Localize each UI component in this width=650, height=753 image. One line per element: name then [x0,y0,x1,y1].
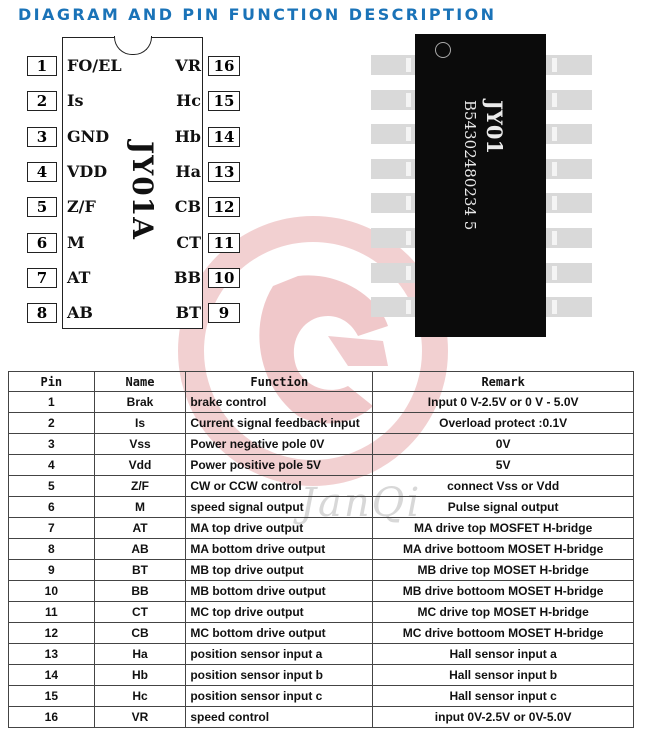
soic-lead [546,228,592,248]
cell-name: VR [94,707,186,728]
cell-function: position sensor input b [186,665,373,686]
cell-name: Is [94,413,186,434]
cell-remark: MC drive top MOSET H-bridge [373,602,634,623]
cell-remark: 5V [373,455,634,476]
dip-pin-number: 6 [27,233,57,253]
cell-pin: 4 [9,455,95,476]
dip-pin-name: Hc [176,91,201,111]
page-heading: DIAGRAM AND PIN FUNCTION DESCRIPTION [18,5,497,24]
cell-remark: 0V [373,434,634,455]
table-row [9,686,634,707]
cell-name: CB [94,623,186,644]
header-function: Function [186,372,373,392]
cell-function: CW or CCW control [186,476,373,497]
cell-pin: 3 [9,434,95,455]
cell-function: Power negative pole 0V [186,434,373,455]
cell-function: MC top drive output [186,602,373,623]
soic-lead [371,263,417,283]
cell-remark: Hall sensor input b [373,665,634,686]
table-row [9,392,634,413]
watermark-text: JanQi [300,480,422,526]
cell-remark: MA drive top MOSFET H-bridge [373,518,634,539]
cell-remark: Pulse signal output [373,497,634,518]
table-row [9,665,634,686]
table-row [9,455,634,476]
table-row [9,560,634,581]
dip-pin-name: Z/F [67,197,96,217]
soic-marking-line1: JY01 [482,100,507,155]
cell-name: M [94,497,186,518]
cell-function: speed signal output [186,497,373,518]
cell-pin: 2 [9,413,95,434]
dip-pin-name: Is [67,91,84,111]
table-row [9,623,634,644]
soic-package [415,34,546,337]
cell-pin: 6 [9,497,95,518]
soic-lead [371,297,417,317]
dip-pin-name: AB [67,303,93,323]
table-row [9,497,634,518]
header-name: Name [94,372,186,392]
table-row [9,413,634,434]
dip-pin-name: CB [174,197,201,217]
dip-pin-name: BT [175,303,201,323]
cell-pin: 5 [9,476,95,497]
dip-pin-number: 4 [27,162,57,182]
dip-pin-number: 8 [27,303,57,323]
cell-pin: 12 [9,623,95,644]
cell-name: Ha [94,644,186,665]
dip-pin-name: Hb [174,126,201,146]
soic-lead [546,90,592,110]
cell-name: Brak [94,392,186,413]
cell-remark: input 0V-2.5V or 0V-5.0V [373,707,634,728]
header-remark: Remark [373,372,634,392]
soic-lead [371,90,417,110]
cell-name: Vdd [94,455,186,476]
cell-name: Vss [94,434,186,455]
dip-pin-number: 16 [208,56,240,76]
dip-pin-number: 9 [208,303,240,323]
soic-lead [546,263,592,283]
dip-notch [114,36,152,55]
soic-lead [371,159,417,179]
dip-part-label: JY01A [126,141,159,240]
dip-pin-number: 3 [27,127,57,147]
dip-pin-number: 15 [208,91,240,111]
cell-function: Current signal feedback input [186,413,373,434]
dip-pin-number: 11 [208,233,240,253]
cell-pin: 13 [9,644,95,665]
cell-function: speed control [186,707,373,728]
cell-remark: Overload protect :0.1V [373,413,634,434]
dip-pin-number: 7 [27,268,57,288]
header-pin: Pin [9,372,95,392]
soic-lead [371,124,417,144]
dip-pin-name: VDD [67,161,108,181]
soic-lead [546,297,592,317]
cell-name: BT [94,560,186,581]
cell-function: MA top drive output [186,518,373,539]
cell-function: MC bottom drive output [186,623,373,644]
cell-function: brake control [186,392,373,413]
cell-remark: connect Vss or Vdd [373,476,634,497]
cell-function: MB bottom drive output [186,581,373,602]
table-row [9,434,634,455]
dip-pin-name: GND [67,126,110,146]
table-row [9,539,634,560]
soic-marking-line2: B54302480234 5 [461,100,479,231]
dip-pin-name: CT [176,232,201,252]
table-row [9,476,634,497]
cell-pin: 1 [9,392,95,413]
table-header-row [9,372,634,392]
cell-name: BB [94,581,186,602]
dip-pin-name: Ha [175,161,201,181]
table-row [9,581,634,602]
cell-name: Hb [94,665,186,686]
cell-pin: 15 [9,686,95,707]
pin-function-table [8,371,634,728]
dip-pin-number: 1 [27,56,57,76]
soic-lead [546,55,592,75]
dip-pin-number: 12 [208,197,240,217]
dip-pin-number: 5 [27,197,57,217]
cell-name: Z/F [94,476,186,497]
cell-pin: 10 [9,581,95,602]
cell-remark: Hall sensor input a [373,644,634,665]
cell-function: MA bottom drive output [186,539,373,560]
cell-function: MB top drive output [186,560,373,581]
cell-name: Hc [94,686,186,707]
soic-lead [546,193,592,213]
cell-remark: MB drive bottoom MOSET H-bridge [373,581,634,602]
dip-pin-name: VR [175,56,201,75]
table-row [9,602,634,623]
cell-function: position sensor input c [186,686,373,707]
cell-pin: 14 [9,665,95,686]
soic-lead [371,55,417,75]
cell-name: CT [94,602,186,623]
cell-function: Power positive pole 5V [186,455,373,476]
dip-pin-number: 2 [27,91,57,111]
dip-pin-number: 13 [208,162,240,182]
cell-remark: MC drive bottoom MOSET H-bridge [373,623,634,644]
cell-name: AB [94,539,186,560]
cell-remark: MA drive bottoom MOSET H-bridge [373,539,634,560]
cell-remark: MB drive top MOSET H-bridge [373,560,634,581]
dip-pin-name: BB [173,267,201,287]
cell-remark: Hall sensor input c [373,686,634,707]
cell-pin: 8 [9,539,95,560]
dip-pin-name: M [67,232,85,252]
soic-lead [371,193,417,213]
cell-pin: 7 [9,518,95,539]
soic-lead [371,228,417,248]
dip-pin-name: AT [67,267,91,287]
cell-pin: 11 [9,602,95,623]
table-row [9,707,634,728]
cell-name: AT [94,518,186,539]
dip-pin-number: 10 [208,268,240,288]
cell-pin: 16 [9,707,95,728]
soic-lead [546,159,592,179]
cell-function: position sensor input a [186,644,373,665]
pin1-dot [435,42,451,58]
soic-lead [546,124,592,144]
table-row [9,518,634,539]
dip-pin-name: FO/EL [67,56,122,75]
dip-pin-number: 14 [208,127,240,147]
cell-pin: 9 [9,560,95,581]
cell-remark: Input 0 V-2.5V or 0 V - 5.0V [373,392,634,413]
table-row [9,644,634,665]
